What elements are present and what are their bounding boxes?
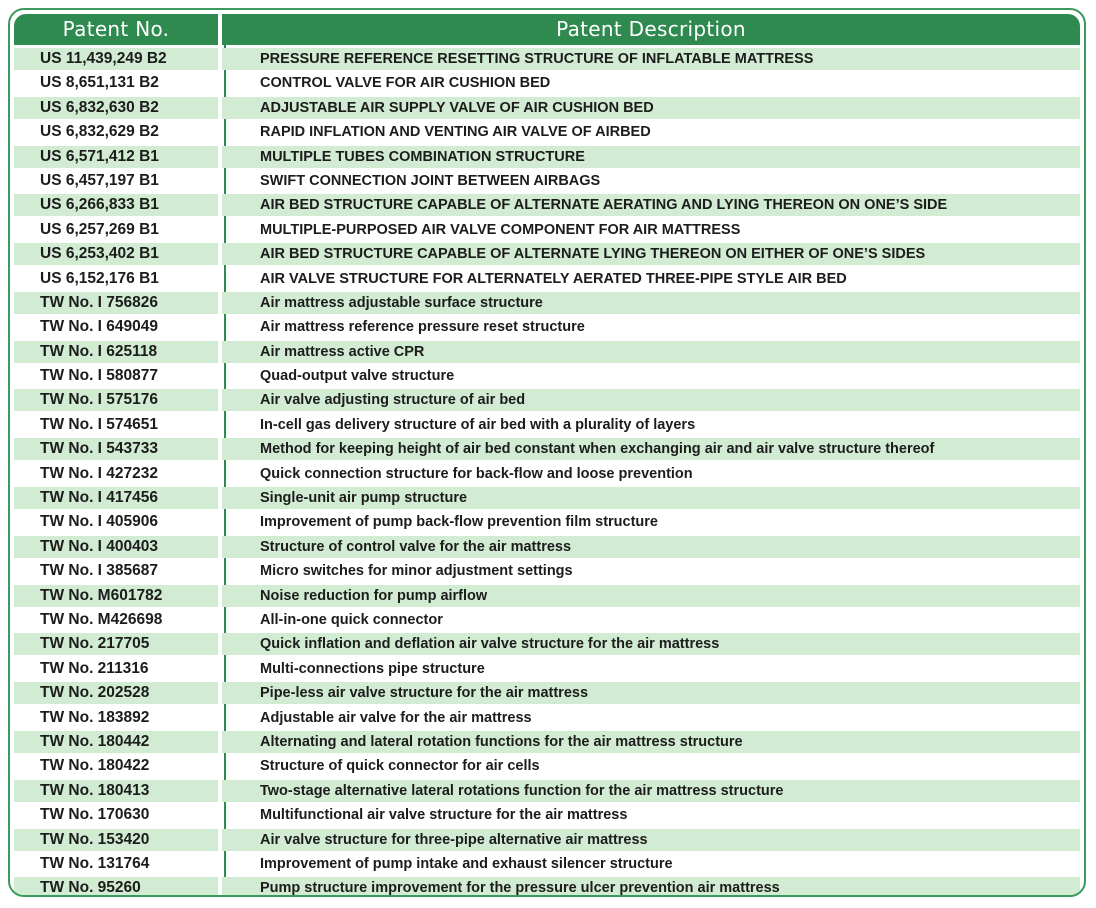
patent-description: MULTIPLE TUBES COMBINATION STRUCTURE <box>222 146 1080 168</box>
table-row <box>14 511 1080 535</box>
patent-description: AIR BED STRUCTURE CAPABLE OF ALTERNATE AERATING AND LYING THEREON ON ONE’S SIDE <box>222 194 1080 216</box>
patent-number: TW No. 211316 <box>40 659 149 677</box>
patent-number: TW No. 180413 <box>14 780 218 802</box>
patent-description: Quick inflation and deflation air valve structure for the air mattress <box>222 633 1080 655</box>
table-header <box>14 14 1080 45</box>
patent-number: TW No. I 543733 <box>14 438 218 460</box>
patent-description: Adjustable air valve for the air mattress <box>260 709 532 726</box>
patent-description: Air valve adjusting structure of air bed <box>222 389 1080 411</box>
patent-number: TW No. 180442 <box>14 731 218 753</box>
patent-description: Method for keeping height of air bed constant when exchanging air and air valve structure thereof <box>222 438 1080 460</box>
table-row <box>14 194 1080 218</box>
table-row <box>14 341 1080 365</box>
patent-number: TW No. I 580877 <box>40 367 159 385</box>
table-row <box>14 755 1080 779</box>
patent-description: Quick connection structure for back-flow and loose prevention <box>260 465 693 482</box>
patent-number: TW No. I 756826 <box>14 292 218 314</box>
patent-description: Air mattress reference pressure reset structure <box>260 319 585 336</box>
patent-number: TW No. I 649049 <box>40 318 159 336</box>
patent-number: TW No. I 385687 <box>40 562 159 580</box>
patent-number: US 6,457,197 B1 <box>40 171 159 189</box>
patent-description: Air mattress adjustable surface structure <box>222 292 1080 314</box>
patent-number: US 6,832,629 B2 <box>40 123 159 141</box>
patent-number: US 6,253,402 B1 <box>14 243 218 265</box>
patent-description: RAPID INFLATION AND VENTING AIR VALVE OF AIRBED <box>260 124 651 141</box>
patent-number: TW No. I 400403 <box>14 536 218 558</box>
patent-number: TW No. 153420 <box>14 829 218 851</box>
patent-number: TW No. 180422 <box>40 757 150 775</box>
table-row <box>14 438 1080 462</box>
patent-number: US 6,152,176 B1 <box>40 269 159 287</box>
patent-description: All-in-one quick connector <box>260 611 443 628</box>
table-row <box>14 97 1080 121</box>
patent-number: US 6,257,269 B1 <box>40 220 159 238</box>
patent-number: TW No. 202528 <box>14 682 218 704</box>
table-row <box>14 682 1080 706</box>
table-row <box>14 243 1080 267</box>
patent-description: Structure of control valve for the air mattress <box>222 536 1080 558</box>
patent-description: Noise reduction for pump airflow <box>222 585 1080 607</box>
patent-number: TW No. I 574651 <box>40 415 159 433</box>
table-row <box>14 170 1080 194</box>
patent-number: US 11,439,249 B2 <box>14 48 218 70</box>
patent-description: PRESSURE REFERENCE RESETTING STRUCTURE OF INFLATABLE MATTRESS <box>222 48 1080 70</box>
patent-description: Structure of quick connector for air cells <box>260 758 540 775</box>
patent-number: TW No. I 405906 <box>40 513 159 531</box>
patent-description: Alternating and lateral rotation functions for the air mattress structure <box>222 731 1080 753</box>
table-row <box>14 487 1080 511</box>
patent-description: Air valve structure for three-pipe alternative air mattress <box>222 829 1080 851</box>
patent-number: US 6,571,412 B1 <box>14 146 218 168</box>
patent-description: AIR VALVE STRUCTURE FOR ALTERNATELY AERATED THREE-PIPE STYLE AIR BED <box>260 270 847 287</box>
patent-number: TW No. 170630 <box>40 806 150 824</box>
header-patent-no: Patent No. <box>14 14 218 45</box>
patent-description: Two-stage alternative lateral rotations function for the air mattress structure <box>222 780 1080 802</box>
table-row <box>14 731 1080 755</box>
header-patent-description: Patent Description <box>222 14 1080 45</box>
patent-number: TW No. I 427232 <box>40 464 159 482</box>
patent-number: TW No. I 575176 <box>14 389 218 411</box>
table-row <box>14 804 1080 828</box>
table-row <box>14 463 1080 487</box>
table-row <box>14 560 1080 584</box>
patent-number: TW No. I 417456 <box>14 487 218 509</box>
patent-number: TW No. I 625118 <box>14 341 218 363</box>
table-row <box>14 48 1080 72</box>
table-row <box>14 633 1080 657</box>
patent-description: CONTROL VALVE FOR AIR CUSHION BED <box>260 75 551 92</box>
patent-description: Multifunctional air valve structure for the air mattress <box>260 807 628 824</box>
patent-description: Quad-output valve structure <box>260 368 455 385</box>
patent-description: Pipe-less air valve structure for the air mattress <box>222 682 1080 704</box>
table-row <box>14 316 1080 340</box>
table-row <box>14 365 1080 389</box>
patent-description: Improvement of pump intake and exhaust silencer structure <box>260 855 673 872</box>
patent-number: TW No. 183892 <box>40 708 150 726</box>
patent-description: ADJUSTABLE AIR SUPPLY VALVE OF AIR CUSHION BED <box>222 97 1080 119</box>
table-row <box>14 707 1080 731</box>
table-row <box>14 853 1080 877</box>
table-row <box>14 121 1080 145</box>
table-row <box>14 877 1080 897</box>
table-body <box>14 48 1080 897</box>
patent-description: MULTIPLE-PURPOSED AIR VALVE COMPONENT FOR AIR MATTRESS <box>260 221 741 238</box>
patent-number: TW No. 217705 <box>14 633 218 655</box>
patent-description: Single-unit air pump structure <box>222 487 1080 509</box>
table-row <box>14 536 1080 560</box>
patent-number: TW No. 95260 <box>14 877 218 897</box>
table-row <box>14 414 1080 438</box>
patent-description: Multi-connections pipe structure <box>260 660 485 677</box>
table-row <box>14 829 1080 853</box>
patent-number: US 6,266,833 B1 <box>14 194 218 216</box>
table-row <box>14 72 1080 96</box>
patent-description: SWIFT CONNECTION JOINT BETWEEN AIRBAGS <box>260 172 601 189</box>
table-row <box>14 219 1080 243</box>
patent-description: Improvement of pump back-flow prevention film structure <box>260 514 658 531</box>
patent-table <box>8 8 1086 897</box>
table-row <box>14 146 1080 170</box>
patent-number: TW No. M601782 <box>14 585 218 607</box>
patent-description: Pump structure improvement for the pressure ulcer prevention air mattress <box>222 877 1080 897</box>
patent-description: AIR BED STRUCTURE CAPABLE OF ALTERNATE LYING THEREON ON EITHER OF ONE’S SIDES <box>222 243 1080 265</box>
patent-number: TW No. M426698 <box>40 610 163 628</box>
patent-description: In-cell gas delivery structure of air bed with a plurality of layers <box>260 416 696 433</box>
table-row <box>14 292 1080 316</box>
patent-number: US 8,651,131 B2 <box>40 74 159 92</box>
table-row <box>14 609 1080 633</box>
table-row <box>14 658 1080 682</box>
patent-description: Micro switches for minor adjustment settings <box>260 563 573 580</box>
table-row <box>14 268 1080 292</box>
patent-description: Air mattress active CPR <box>222 341 1080 363</box>
table-row <box>14 389 1080 413</box>
patent-number: TW No. 131764 <box>40 854 150 872</box>
table-row <box>14 780 1080 804</box>
patent-number: US 6,832,630 B2 <box>14 97 218 119</box>
table-row <box>14 585 1080 609</box>
